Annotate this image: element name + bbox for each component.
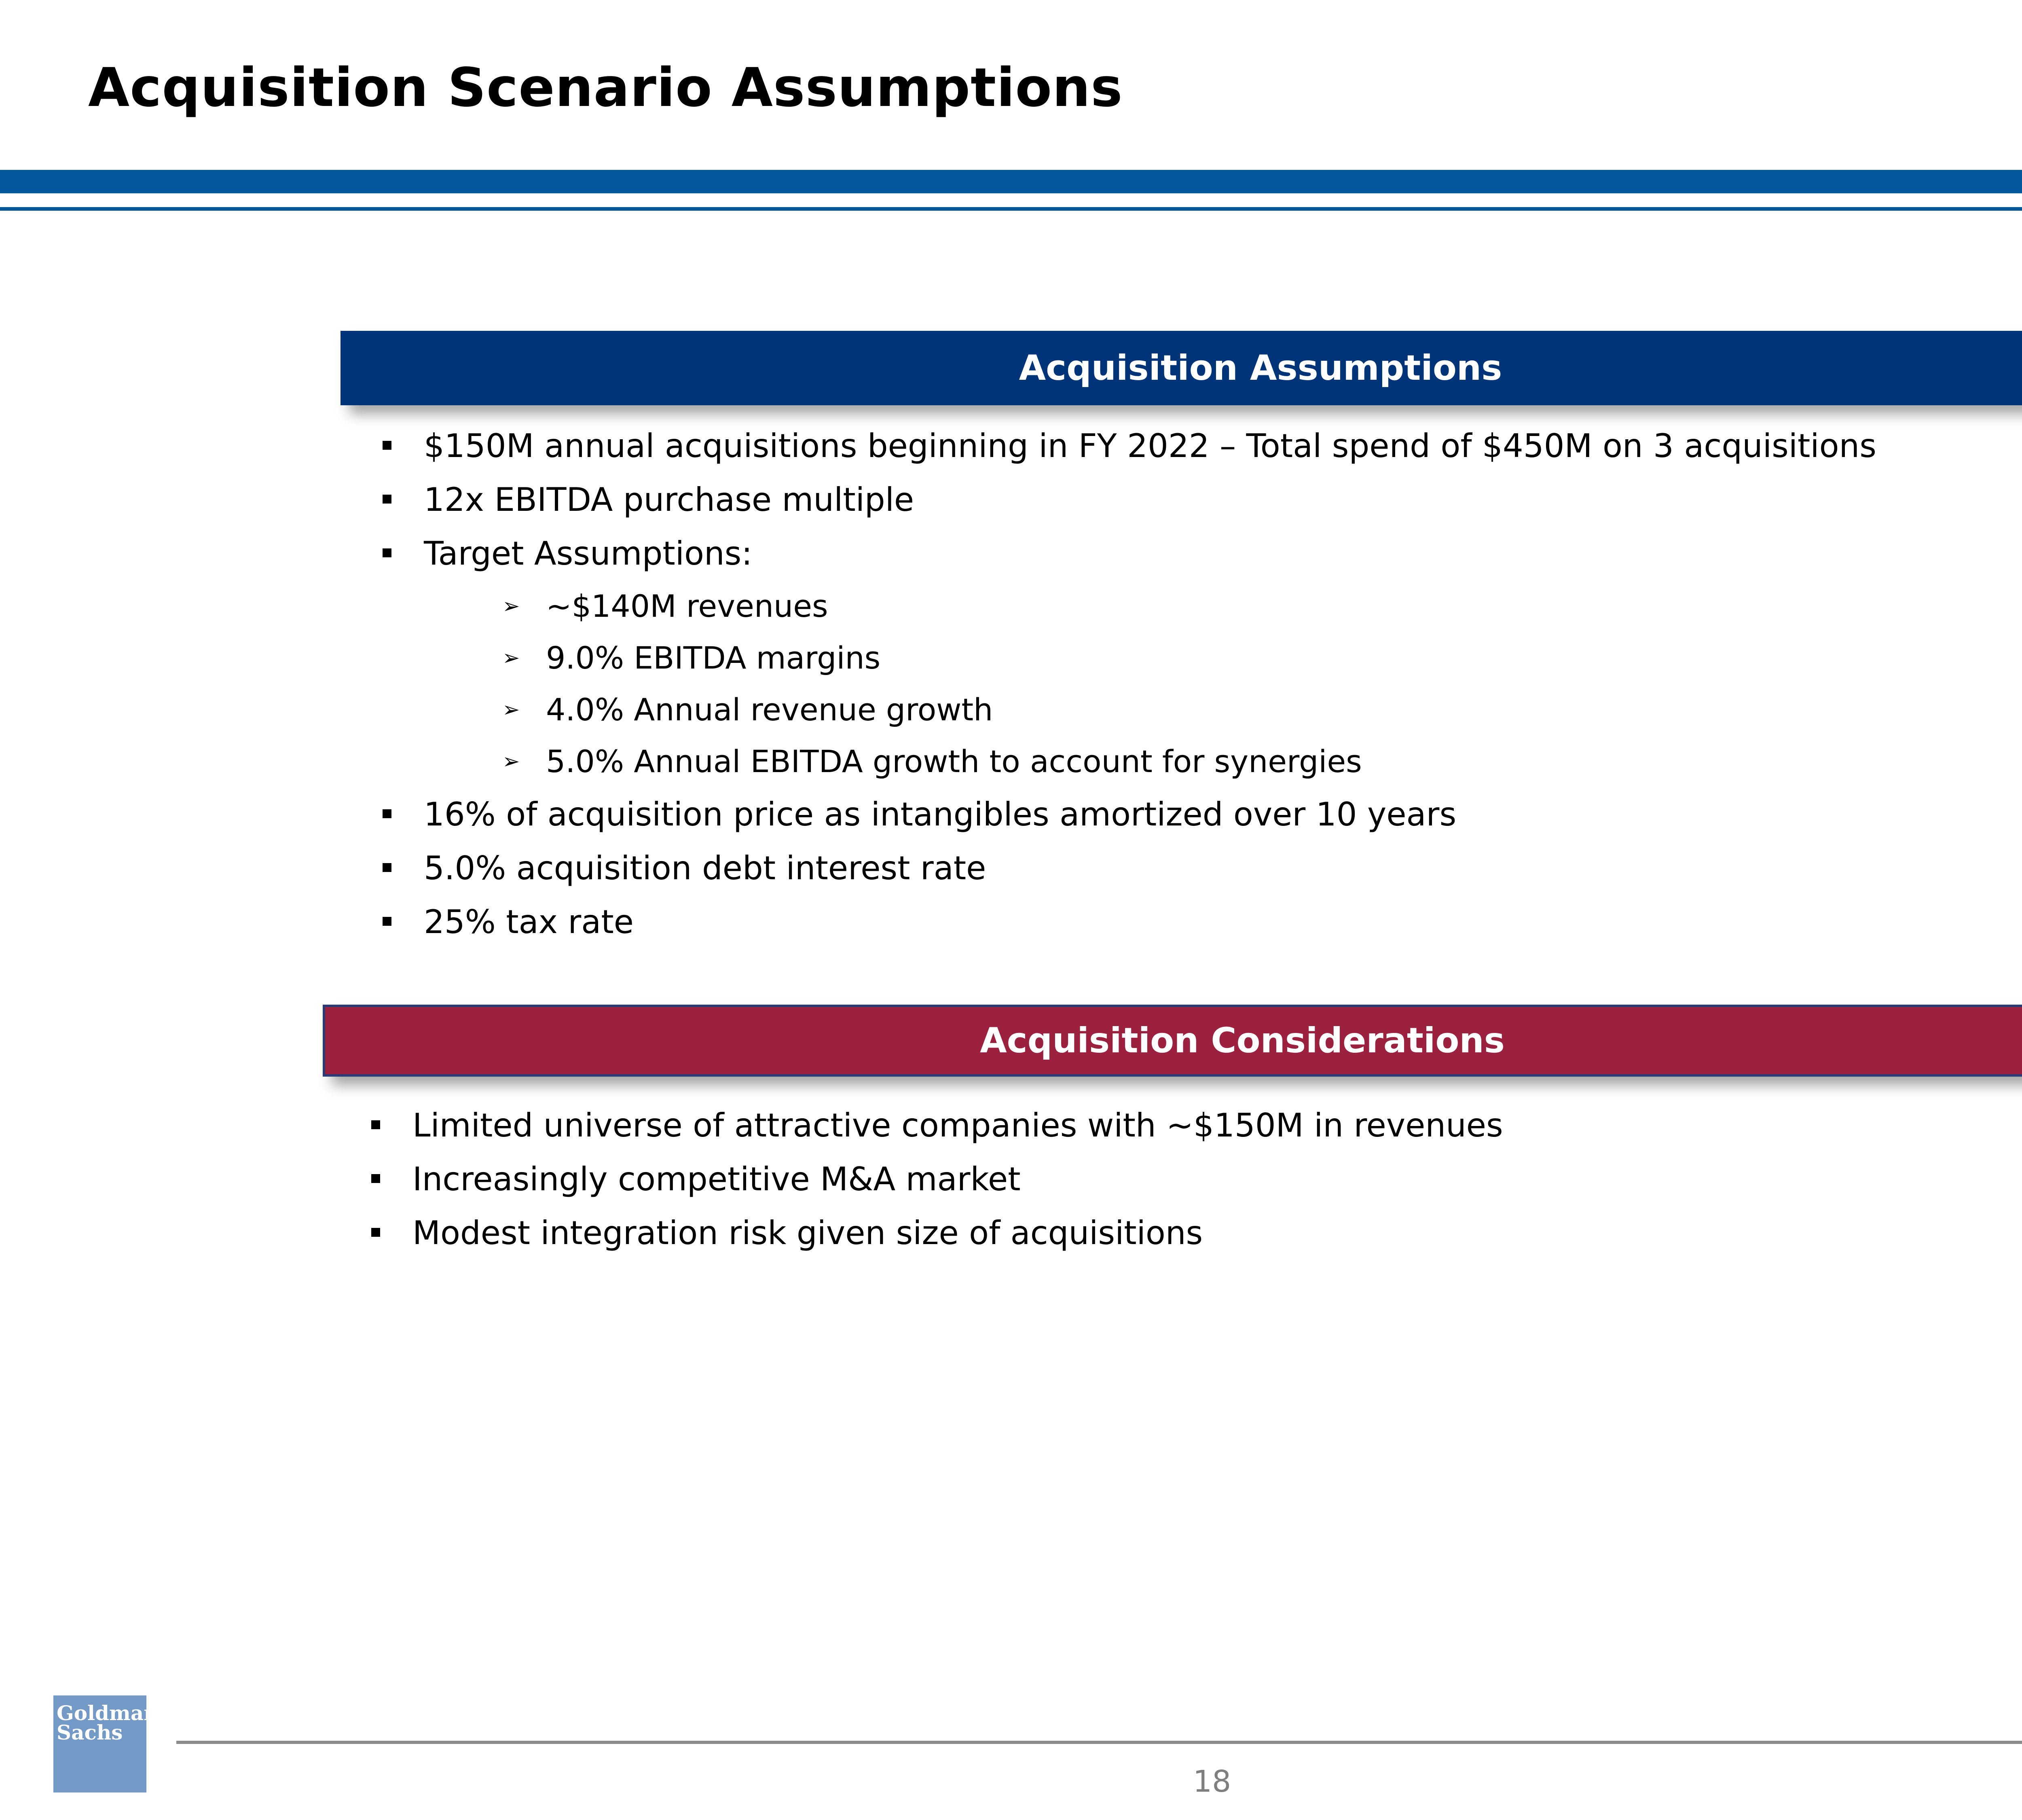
sub-list-item-text: 5.0% Annual EBITDA growth to account for synergies <box>546 743 1362 779</box>
assumptions-header <box>341 331 2022 405</box>
arrow-bullet-icon: ➢ <box>502 749 520 774</box>
list-item: Increasingly competitive M&A market <box>369 1152 1503 1206</box>
sub-list-item-text: 4.0% Annual revenue growth <box>546 692 993 728</box>
logo-line-1: Goldman <box>57 1701 159 1725</box>
assumptions-list <box>380 419 1876 949</box>
list-item: $150M annual acquisitions beginning in FY 2022 – Total spend of $450M on 3 acquisitions <box>380 419 1876 473</box>
footer-rule <box>176 1741 2022 1744</box>
page-number: 18 <box>1193 1764 1231 1799</box>
assumptions-header-label: Acquisition Assumptions <box>1019 348 1502 388</box>
goldman-sachs-logo <box>53 1695 159 1792</box>
list-item: 25% tax rate <box>380 895 1876 949</box>
considerations-list <box>369 1098 1503 1260</box>
arrow-bullet-icon: ➢ <box>502 594 520 618</box>
considerations-header <box>323 1005 2022 1077</box>
sub-list-item <box>380 580 1876 632</box>
sub-list-item <box>380 632 1876 684</box>
header-rule-thick <box>0 170 2022 193</box>
list-item: Limited universe of attractive companies with ~$150M in revenues <box>369 1098 1503 1152</box>
header-rule-gap <box>0 193 380 207</box>
list-item: 5.0% acquisition debt interest rate <box>380 841 1876 895</box>
arrow-bullet-icon: ➢ <box>502 646 520 670</box>
sub-list-item <box>380 684 1876 736</box>
list-item: Modest integration risk given size of acquisitions <box>369 1206 1503 1260</box>
sub-list-item-text: ~$140M revenues <box>546 588 828 624</box>
list-item: 16% of acquisition price as intangibles amortized over 10 years <box>380 787 1876 841</box>
arrow-bullet-icon: ➢ <box>502 698 520 722</box>
considerations-header-label: Acquisition Considerations <box>980 1020 1505 1061</box>
logo-line-2: Sachs <box>57 1721 123 1744</box>
page-title: Acquisition Scenario Assumptions <box>88 57 1123 119</box>
list-item: 12x EBITDA purchase multiple <box>380 473 1876 527</box>
sub-list-item-text: 9.0% EBITDA margins <box>546 640 881 676</box>
header-rule-thin <box>0 207 2022 211</box>
list-item: Target Assumptions: <box>380 527 1876 580</box>
sub-list-item <box>380 736 1876 787</box>
